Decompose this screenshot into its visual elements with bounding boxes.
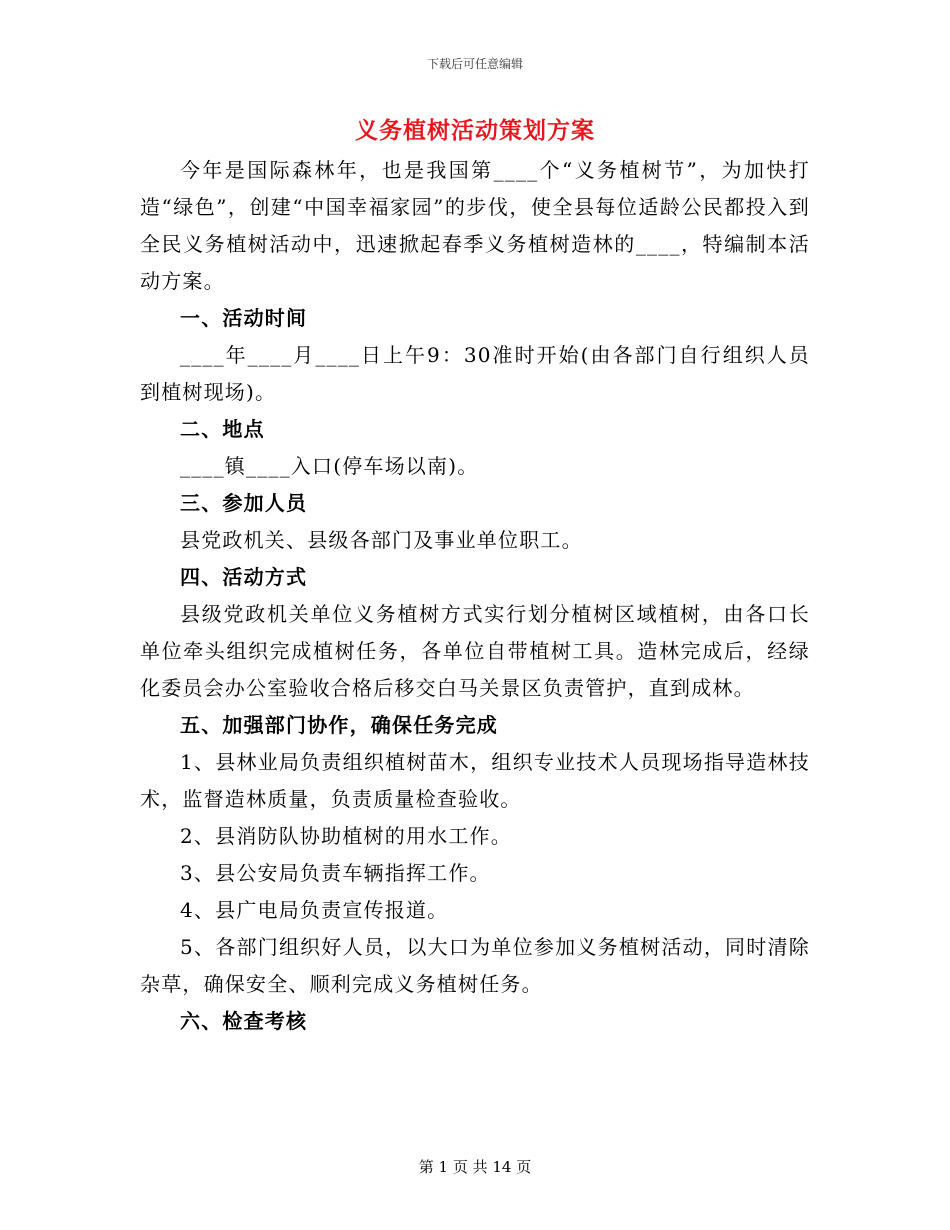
list-item: 2、县消防队协助植树的用水工作。: [180, 824, 512, 848]
section-heading-participants: 三、参加人员: [180, 491, 308, 515]
section-heading-inspection: 六、检查考核: [180, 1009, 308, 1033]
document-body: [140, 152, 810, 1040]
section-text-participants: 县党政机关、县级各部门及事业单位职工。: [180, 528, 583, 552]
section-heading-location: 二、地点: [180, 417, 265, 441]
section-heading-method: 四、活动方式: [180, 565, 308, 589]
document-title: 义务植树活动策划方案: [355, 117, 595, 144]
page-footer: 第 1 页 共 14 页: [418, 1158, 532, 1176]
section-text-method: 县级党政机关单位义务植树方式实行划分植树区域植树，由各口长单位牵头组织完成植树任务，各单位自带植树工具。造林完成后，经绿化委员会办公室验收合格后移交白马关景区负责管护，直到成林。: [140, 602, 810, 700]
section-heading-cooperation: 五、加强部门协作，确保任务完成: [180, 713, 498, 737]
list-item: 3、县公安局负责车辆指挥工作。: [180, 861, 491, 885]
list-item: 5、各部门组织好人员，以大口为单位参加义务植树活动，同时清除杂草，确保安全、顺利完成义务植树任务。: [140, 935, 810, 996]
intro-paragraph: 今年是国际森林年，也是我国第____个“义务植树节”，为加快打造“绿色”，创建“中国幸福家园”的步伐，使全县每位适龄公民都投入到全民义务植树活动中，迅速掀起春季义务植树造林的____，特编制本活动方案。: [140, 158, 810, 293]
list-item: 4、县广电局负责宣传报道。: [180, 898, 449, 922]
section-heading-time: 一、活动时间: [180, 306, 308, 330]
section-text-location: ____镇____入口(停车场以南)。: [180, 454, 479, 478]
list-item: 1、县林业局负责组织植树苗木，组织专业技术人员现场指导造林技术，监督造林质量，负责质量检查验收。: [140, 750, 810, 811]
page-header-note: 下载后可任意编辑: [426, 57, 523, 71]
section-text-time: ____年____月____日上午9：30准时开始(由各部门自行组织人员到植树现场)。: [140, 343, 810, 404]
